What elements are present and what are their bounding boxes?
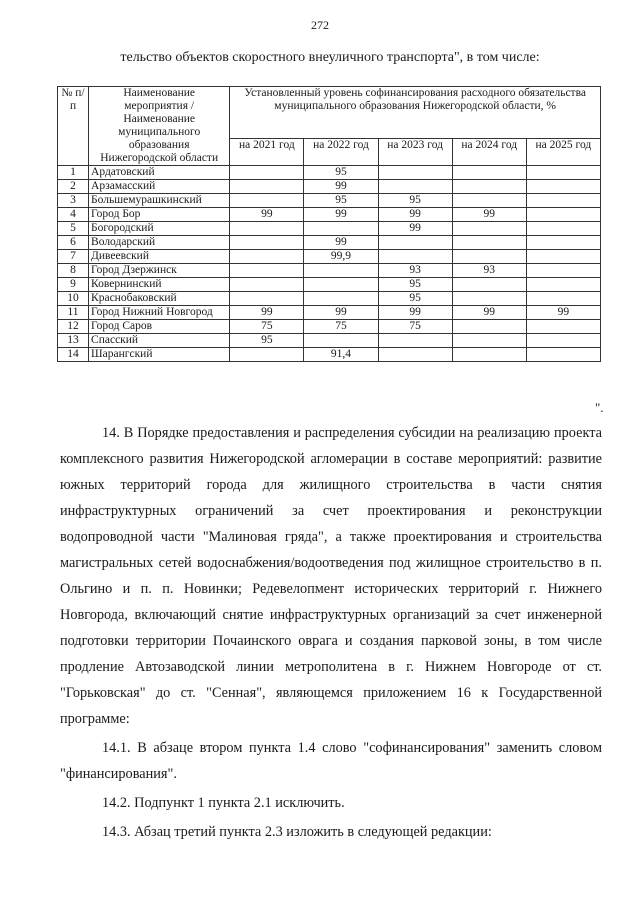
- municipality-name: Спасский: [89, 334, 230, 348]
- cofinancing-value: 99: [304, 208, 378, 222]
- cofinancing-value: [378, 250, 452, 264]
- cofinancing-value: [452, 320, 526, 334]
- row-number: 12: [58, 320, 89, 334]
- cofinancing-value: [452, 334, 526, 348]
- cofinancing-value: [526, 180, 600, 194]
- cofinancing-value: [452, 348, 526, 362]
- cofinancing-value: [230, 292, 304, 306]
- cofinancing-value: [526, 348, 600, 362]
- cofinancing-value: [304, 222, 378, 236]
- cofinancing-value: [526, 264, 600, 278]
- cofinancing-value: 95: [230, 334, 304, 348]
- row-number: 2: [58, 180, 89, 194]
- row-number: 8: [58, 264, 89, 278]
- cofinancing-value: 99: [452, 208, 526, 222]
- cofinancing-value: [526, 222, 600, 236]
- table-row: [58, 306, 601, 320]
- body-text: [60, 420, 602, 845]
- cofinancing-value: [378, 334, 452, 348]
- cofinancing-value: [526, 320, 600, 334]
- header-year-2024: на 2024 год: [452, 139, 526, 166]
- cofinancing-value: 91,4: [304, 348, 378, 362]
- cofinancing-value: 99,9: [304, 250, 378, 264]
- page-number: 272: [311, 18, 329, 32]
- table-row: [58, 194, 601, 208]
- table-row: [58, 334, 601, 348]
- cofinancing-value: [452, 166, 526, 180]
- table-row: [58, 222, 601, 236]
- table-row: [58, 278, 601, 292]
- table-row: [58, 236, 601, 250]
- cofinancing-value: 99: [230, 208, 304, 222]
- table-row: [58, 166, 601, 180]
- municipality-name: Шарангский: [89, 348, 230, 362]
- cofinancing-value: [230, 166, 304, 180]
- cofinancing-value: 95: [304, 194, 378, 208]
- cofinancing-value: [452, 222, 526, 236]
- cofinancing-value: [526, 208, 600, 222]
- municipality-name: Арзамасский: [89, 180, 230, 194]
- municipality-name: Богородский: [89, 222, 230, 236]
- cofinancing-value: 99: [304, 180, 378, 194]
- cofinancing-value: 75: [230, 320, 304, 334]
- cofinancing-value: [452, 250, 526, 264]
- row-number: 6: [58, 236, 89, 250]
- cofinancing-value: [230, 194, 304, 208]
- cofinancing-value: [378, 180, 452, 194]
- municipality-name: Большемурашкинский: [89, 194, 230, 208]
- cofinancing-value: [452, 292, 526, 306]
- cofinancing-value: [304, 264, 378, 278]
- row-number: 13: [58, 334, 89, 348]
- municipality-name: Володарский: [89, 236, 230, 250]
- paragraph-14-2: 14.2. Подпункт 1 пункта 2.1 исключить.: [102, 795, 345, 811]
- table-row: [58, 264, 601, 278]
- cofinancing-table: [57, 86, 601, 362]
- cofinancing-value: [452, 180, 526, 194]
- cofinancing-value: 95: [378, 194, 452, 208]
- cofinancing-value: [230, 250, 304, 264]
- table-body: [58, 166, 601, 362]
- cofinancing-value: [526, 334, 600, 348]
- cofinancing-value: [378, 166, 452, 180]
- table-row: [58, 292, 601, 306]
- cofinancing-value: [230, 264, 304, 278]
- cofinancing-value: [452, 194, 526, 208]
- table-row: [58, 250, 601, 264]
- row-number: 5: [58, 222, 89, 236]
- cofinancing-value: [230, 222, 304, 236]
- cofinancing-value: 95: [304, 166, 378, 180]
- cofinancing-value: 75: [304, 320, 378, 334]
- cofinancing-value: [230, 278, 304, 292]
- cofinancing-value: 99: [452, 306, 526, 320]
- paragraph-14-3: 14.3. Абзац третий пункта 2.3 изложить в следующей редакции:: [102, 824, 492, 840]
- row-number: 9: [58, 278, 89, 292]
- table-row: [58, 320, 601, 334]
- cofinancing-value: [526, 166, 600, 180]
- cofinancing-value: 93: [378, 264, 452, 278]
- cofinancing-value: [378, 348, 452, 362]
- closing-quote: ".: [595, 400, 604, 415]
- municipality-name: Город Саров: [89, 320, 230, 334]
- header-name: Наименование мероприятия / Наименование муниципального образования Нижегородской области: [89, 87, 230, 166]
- table-row: [58, 208, 601, 222]
- municipality-name: Краснобаковский: [89, 292, 230, 306]
- cofinancing-value: [378, 236, 452, 250]
- cofinancing-value: [304, 278, 378, 292]
- header-year-2023: на 2023 год: [378, 139, 452, 166]
- table-row: [58, 180, 601, 194]
- header-year-2022: на 2022 год: [304, 139, 378, 166]
- header-num: № п/п: [58, 87, 89, 166]
- paragraph-14-1: 14.1. В абзаце втором пункта 1.4 слово "софинансирования" заменить словом "финансирования".: [60, 740, 602, 782]
- cofinancing-value: 99: [230, 306, 304, 320]
- cofinancing-value: 99: [526, 306, 600, 320]
- paragraph-14: 14. В Порядке предоставления и распределения субсидии на реализацию проекта комплексного развития Нижегородской агломерации в составе мероприятий: развитие южных территорий города для жилищного строительства в части снятия инфраструктурных ограничений за счет проектирования и реконструкции водопроводной части "Малиновая гряда", а также проектирования и строительства магистральных сетей водоснабжения/водоотведения под жилищное строительство в п. Ольгино и п. п. Новинки; Редевелопмент исторических территорий г. Нижнего Новгорода, включающий снятие инфраструктурных организаций за счет инженерной подготовки территории Почаинского оврага и создания парковой зоны, в том числе продление Автозаводской линии метрополитена в г. Нижнем Новгороде от ст. "Горьковская" до ст. "Сенная", являющемся приложением 16 к Государственной программе:: [60, 425, 602, 727]
- cofinancing-value: [526, 250, 600, 264]
- cofinancing-value: 75: [378, 320, 452, 334]
- row-number: 11: [58, 306, 89, 320]
- row-number: 7: [58, 250, 89, 264]
- cofinancing-value: [230, 236, 304, 250]
- cofinancing-value: [230, 348, 304, 362]
- municipality-name: Ардатовский: [89, 166, 230, 180]
- cofinancing-value: 99: [378, 222, 452, 236]
- row-number: 1: [58, 166, 89, 180]
- municipality-name: Дивеевский: [89, 250, 230, 264]
- header-year-2021: на 2021 год: [230, 139, 304, 166]
- cofinancing-value: 99: [378, 208, 452, 222]
- header-year-2025: на 2025 год: [526, 139, 600, 166]
- cofinancing-value: [526, 194, 600, 208]
- cofinancing-value: [526, 236, 600, 250]
- row-number: 3: [58, 194, 89, 208]
- intro-line: тельство объектов скоростного внеуличного транспорта", в том числе:: [120, 50, 540, 65]
- cofinancing-value: 95: [378, 278, 452, 292]
- cofinancing-value: 99: [304, 236, 378, 250]
- cofinancing-value: [452, 278, 526, 292]
- cofinancing-value: 99: [378, 306, 452, 320]
- cofinancing-value: [230, 180, 304, 194]
- row-number: 10: [58, 292, 89, 306]
- cofinancing-value: 99: [304, 306, 378, 320]
- cofinancing-value: [526, 278, 600, 292]
- municipality-name: Город Дзержинск: [89, 264, 230, 278]
- municipality-name: Город Нижний Новгород: [89, 306, 230, 320]
- cofinancing-value: 95: [378, 292, 452, 306]
- row-number: 14: [58, 348, 89, 362]
- cofinancing-value: [304, 334, 378, 348]
- municipality-name: Ковернинский: [89, 278, 230, 292]
- table-row: [58, 348, 601, 362]
- municipality-name: Город Бор: [89, 208, 230, 222]
- cofinancing-value: [452, 236, 526, 250]
- cofinancing-value: 93: [452, 264, 526, 278]
- row-number: 4: [58, 208, 89, 222]
- cofinancing-value: [526, 292, 600, 306]
- header-group: Установленный уровень софинансирования расходного обязательства муниципального образования Нижегородской области, %: [230, 87, 601, 139]
- cofinancing-value: [304, 292, 378, 306]
